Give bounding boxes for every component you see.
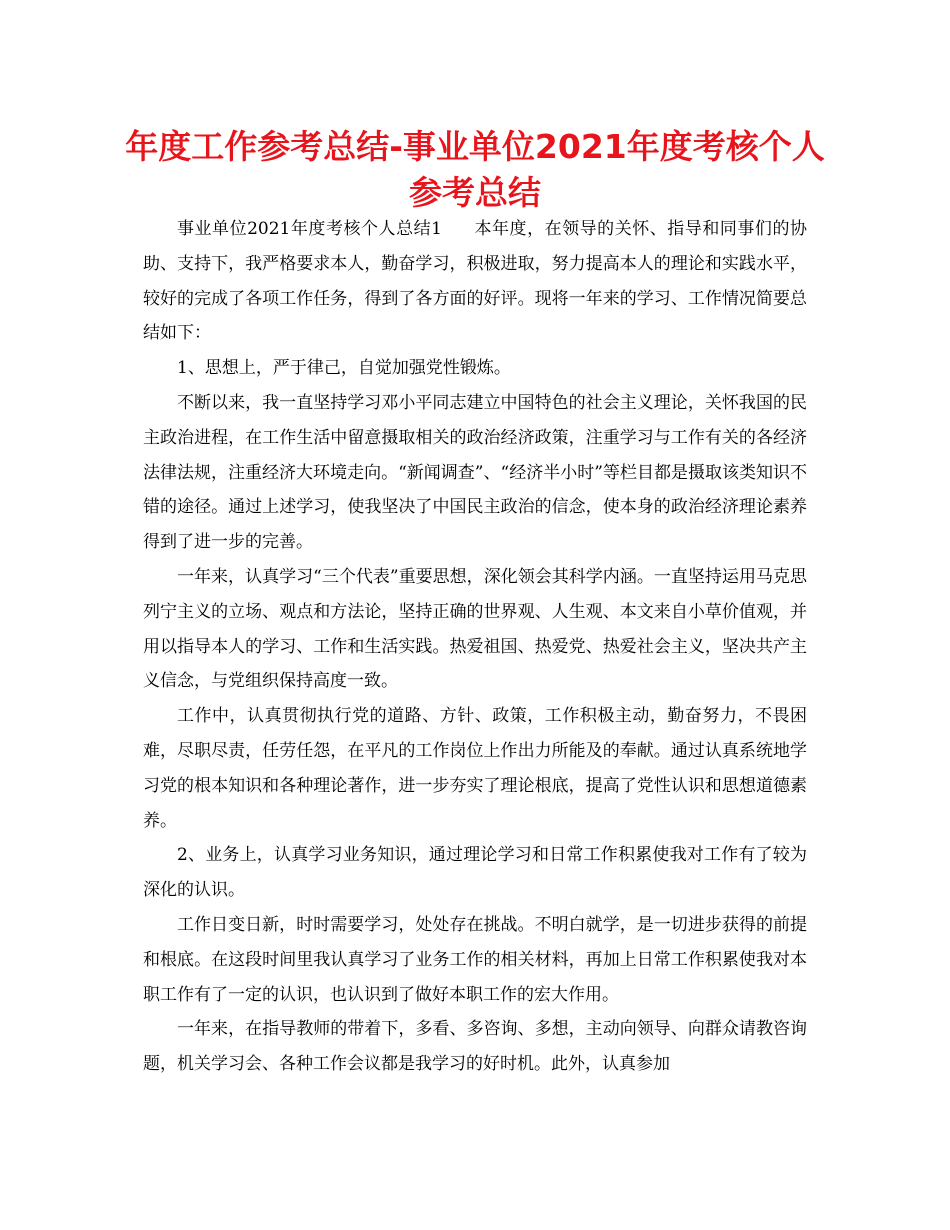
paragraph-7: 一年来，在指导教师的带着下，多看、多咨询、多想，主动向领导、向群众请教咨询题，机关学习会、各种工作会议都是我学习的好时机。此外，认真参加: [143, 1019, 807, 1075]
paragraph-6: 工作日变日新，时时需要学习，处处存在挑战。不明白就学，是一切进步获得的前提和根底。在这段时间里我认真学习了业务工作的相关材料，再加上日常工作积累使我对本职工作有了一定的认识，也认识到了做好本职工作的宏大作用。: [143, 914, 807, 1005]
paragraph-3: 一年来，认真学习“三个代表”重要思想，深化领会其科学内涵。一直坚持运用马克思列宁主义的立场、观点和方法论，坚持正确的世界观、人生观、本文来自小草价值观，并用以指导本人的学习、工作和生活实践。热爱祖国、热爱党、热爱社会主义，坚决共产主义信念，与党组织保持高度一致。: [143, 566, 807, 692]
document-title-line-1: 年度工作参考总结-事业单位2021年度考核个人: [125, 127, 825, 166]
intro-paragraph: [143, 212, 807, 351]
document-body: [143, 212, 807, 1082]
document-title-line-2: 参考总结: [409, 173, 541, 212]
paragraph-1: 1、思想上，严于律己，自觉加强党性锻炼。: [177, 358, 511, 379]
paragraph-5: 2、业务上，认真学习业务知识，通过理论学习和日常工作积累使我对工作有了较为深化的认识。: [143, 845, 807, 901]
intro-heading: 事业单位2021年度考核个人总结1: [177, 219, 442, 239]
paragraph-2: 不断以来，我一直坚持学习邓小平同志建立中国特色的社会主义理论，关怀我国的民主政治进程，在工作生活中留意摄取相关的政治经济政策，注重学习与工作有关的各经济法律法规，注重经济大环境走向。“新闻调查”、“经济半小时”等栏目都是摄取该类知识不错的途径。通过上述学习，使我坚决了中国民主政治的信念，使本身的政治经济理论素养得到了进一步的完善。: [143, 392, 807, 553]
paragraph-4: 工作中，认真贯彻执行党的道路、方针、政策，工作积极主动，勤奋努力，不畏困难，尽职尽责，任劳任怨，在平凡的工作岗位上作出力所能及的奉献。通过认真系统地学习党的根本知识和各种理论著作，进一步夯实了理论根底，提高了党性认识和思想道德素养。: [143, 706, 807, 831]
intro-text: 本年度，在领导的关怀、指导和同事们的协助、支持下，我严格要求本人，勤奋学习，积极进取，努力提高本人的理论和实践水平，较好的完成了各项工作任务，得到了各方面的好评。现将一年来的学习、工作情况简要总结如下：: [143, 219, 807, 344]
